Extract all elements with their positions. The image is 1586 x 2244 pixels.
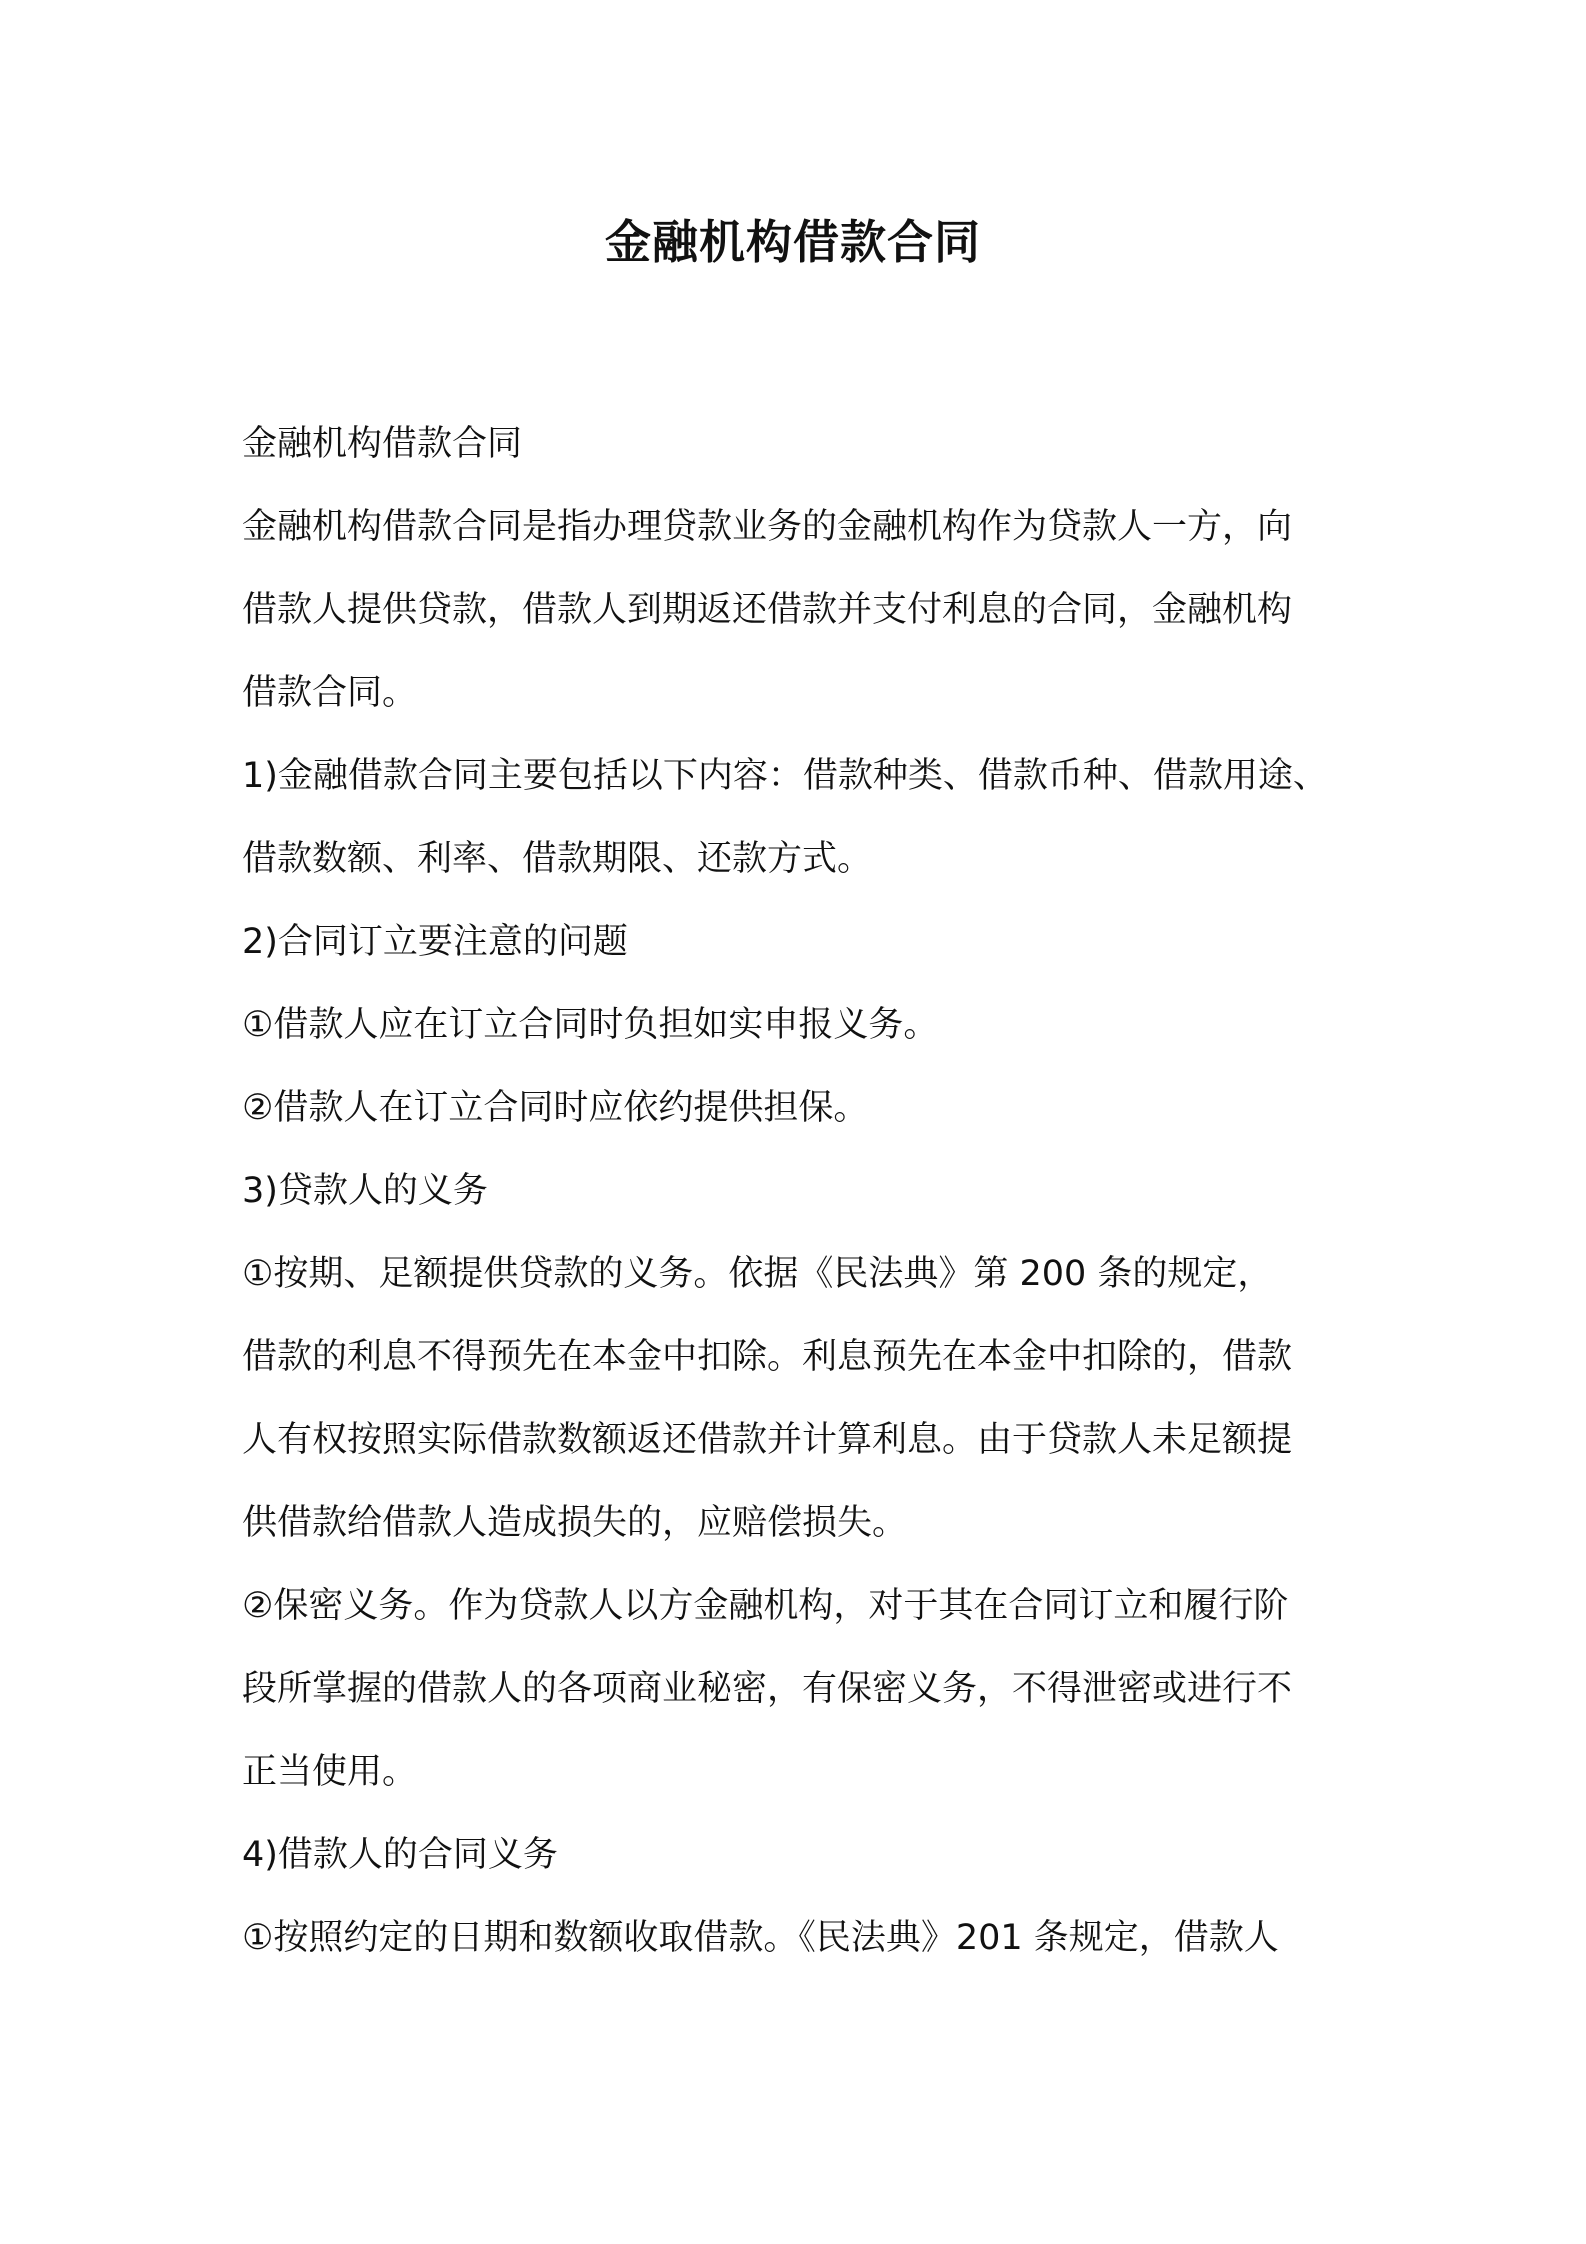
body-line: 2)合同订立要注意的问题: [242, 922, 628, 962]
body-line: ①按期、足额提供贷款的义务。依据《民法典》第 200 条的规定，: [242, 1254, 1273, 1294]
body-line: 借款的利息不得预先在本金中扣除。利息预先在本金中扣除的，借款: [242, 1337, 1293, 1377]
body-line: 金融机构借款合同: [242, 424, 523, 464]
body-line: 3)贷款人的义务: [242, 1171, 488, 1211]
document-title: 金融机构借款合同: [605, 215, 981, 269]
document-body: [242, 403, 1352, 1980]
body-line: 借款人提供贷款，借款人到期返还借款并支付利息的合同，金融机构: [242, 590, 1293, 630]
body-line: 段所掌握的借款人的各项商业秘密，有保密义务，不得泄密或进行不: [242, 1669, 1293, 1709]
body-line: ②保密义务。作为贷款人以方金融机构，对于其在合同订立和履行阶: [242, 1586, 1289, 1626]
body-line: 1)金融借款合同主要包括以下内容：借款种类、借款币种、借款用途、: [242, 756, 1328, 796]
body-line: 4)借款人的合同义务: [242, 1835, 558, 1875]
body-line: 正当使用。: [242, 1752, 418, 1792]
body-line: 金融机构借款合同是指办理贷款业务的金融机构作为贷款人一方，向: [242, 507, 1293, 547]
body-line: ②借款人在订立合同时应依约提供担保。: [242, 1088, 869, 1128]
body-line: 借款合同。: [242, 673, 418, 713]
body-line: 人有权按照实际借款数额返还借款并计算利息。由于贷款人未足额提: [242, 1420, 1293, 1460]
body-line: ①按照约定的日期和数额收取借款。《民法典》201 条规定，借款人: [242, 1918, 1279, 1958]
body-line: 供借款给借款人造成损失的，应赔偿损失。: [242, 1503, 908, 1543]
body-line: 借款数额、利率、借款期限、还款方式。: [242, 839, 873, 879]
body-line: ①借款人应在订立合同时负担如实申报义务。: [242, 1005, 939, 1045]
